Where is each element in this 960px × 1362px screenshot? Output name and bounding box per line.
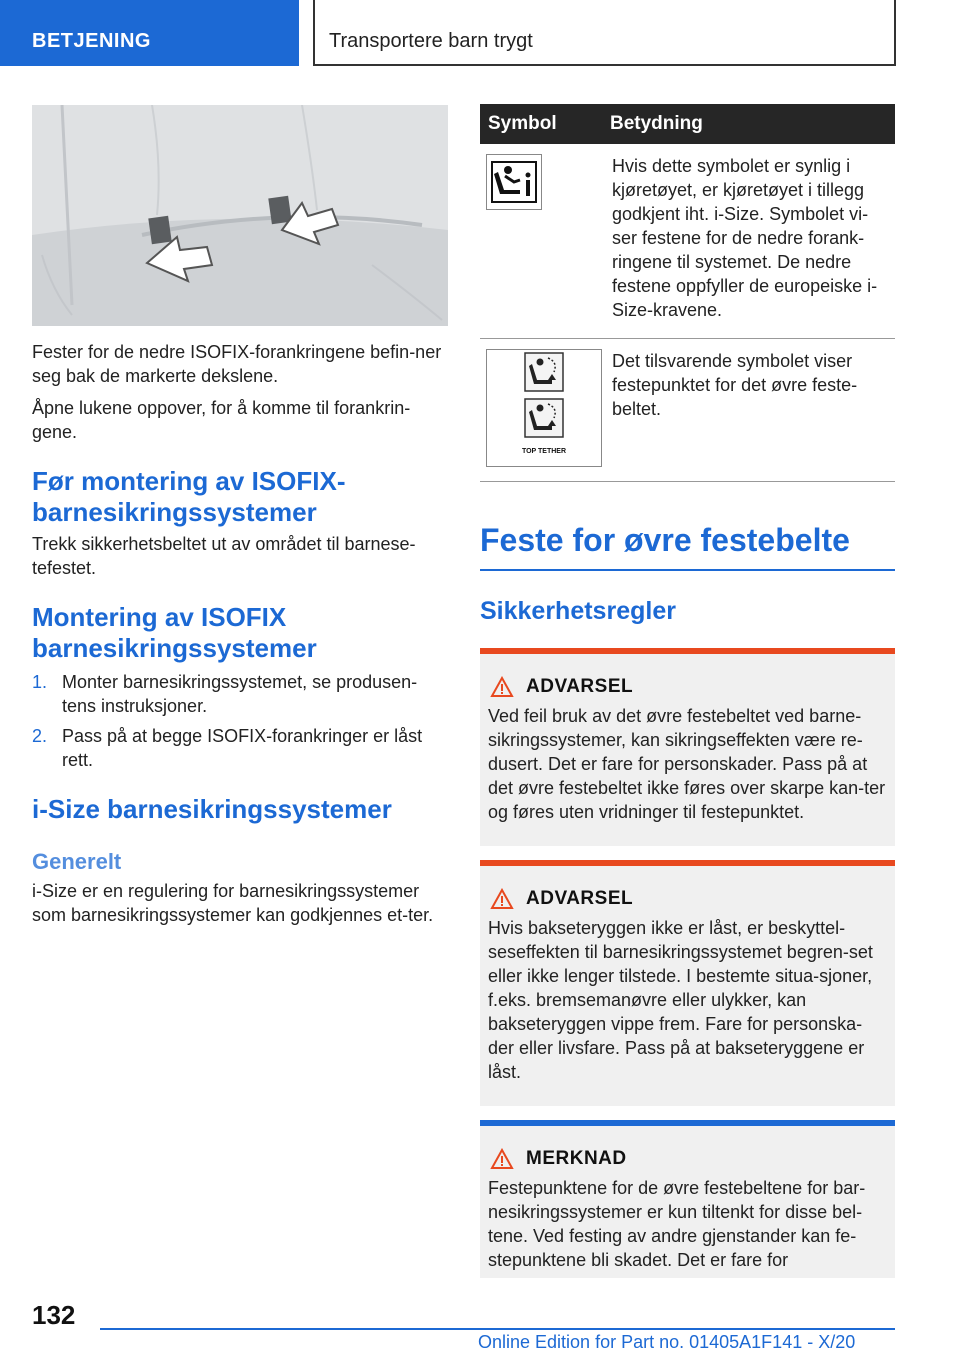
symbol-cell [480, 144, 602, 339]
step-number: 1. [32, 672, 48, 692]
meaning-cell: Hvis dette symbolet er synlig i kjøretøyet, er kjøretøyet i tillegg godkjent iht. i-Size. Symbolet vi-ser festene for de nedre forank-ringene til systemet. De nedre festene oppfyller de europeiske i-Size-kravene. [602, 144, 895, 339]
table-row [480, 144, 895, 339]
symbol-cell [480, 339, 602, 482]
note-triangle-icon [490, 1148, 514, 1170]
heading-isize: i-Size barnesikringssystemer [32, 794, 392, 824]
note-title: MERKNAD [526, 1148, 627, 1169]
note-box [480, 1120, 895, 1278]
caption-text-2: Åpne lukene oppover, for å komme til forankrin-gene. [32, 398, 411, 442]
heading-top-tether: Feste for øvre festebelte [480, 522, 895, 571]
general-text: i-Size er en regulering for barnesikringssystemer som barnesikringssystemer kan godkjennes et-ter. [32, 881, 434, 925]
heading-before-mounting: Før montering av ISOFIX-barnesikringssystemer [32, 466, 346, 527]
page-number: 132 [32, 1300, 76, 1330]
heading-mounting: Montering av ISOFIX barnesikringssystemer [32, 602, 317, 663]
table-header-row [480, 104, 895, 144]
step-number: 2. [32, 726, 48, 746]
col-symbol: Symbol [480, 104, 602, 144]
right-column [480, 104, 895, 1278]
footer-edition: Online Edition for Part no. 01405A1F141 - X/20 [478, 1332, 856, 1352]
isofix-seat-photo [32, 105, 448, 326]
heading-general: Generelt [32, 849, 122, 874]
footer-divider [100, 1328, 895, 1330]
warning-triangle-icon [490, 888, 514, 910]
heading-safety-rules: Sikkerhetsregler [480, 597, 676, 625]
mounting-steps [32, 670, 448, 772]
left-column [32, 105, 448, 927]
warning-text: Ved feil bruk av det øvre festebeltet ved barne-sikringssystemer, kan sikringseffekten være re-dusert. Det er fare for personskader. Pass på at det øvre festebeltet ikke føres over skarpe kan-ter og føres uten vridninger til festepunktet. [488, 706, 886, 822]
caption-text-1: Fester for de nedre ISOFIX-forankringene befin-ner seg bak de markerte dekslene. [32, 342, 442, 386]
note-text: Festepunktene for de øvre festebeltene for bar-nesikringssystemer er kun tiltenkt for disse bel-tene. Ved festing av andre gjenstander kan fe-stepunktene bli skadet. Det er fare for [488, 1178, 866, 1270]
warning-box-1 [480, 648, 895, 846]
page-header [0, 0, 960, 66]
warning-title: ADVARSEL [526, 676, 634, 697]
top-tether-icon-a [524, 352, 564, 392]
warning-triangle-icon [490, 676, 514, 698]
meaning-cell: Det tilsvarende symbolet viser festepunktet for det øvre feste-beltet. [602, 339, 895, 482]
top-tether-symbol-icon [486, 349, 602, 467]
list-item [32, 670, 448, 718]
before-mounting-text: Trekk sikkerhetsbeltet ut av området til barnese-tefestet. [32, 534, 416, 578]
step-text: Monter barnesikringssystemet, se produsen-tens instruksjoner. [62, 672, 418, 716]
warning-title: ADVARSEL [526, 888, 634, 909]
warning-box-2 [480, 860, 895, 1106]
col-meaning: Betydning [602, 104, 895, 144]
photo-caption [32, 340, 448, 444]
chapter-title: Transportere barn trygt [313, 0, 896, 66]
warning-text: Hvis bakseteryggen ikke er låst, er beskyttel-seseffekten til barnesikringssystemet begren-set eller ikke lenger tilstede. I bestemte situa-sjoner, f.eks. bremsemanøvre eller ulykker, kan bakseteryggen vippe frem. Fare for personska-der eller livsfare. Pass på at bakseteryggene er låst. [488, 918, 873, 1082]
table-row [480, 339, 895, 482]
seat-illustration [32, 105, 448, 326]
top-tether-icon-b [524, 398, 564, 438]
symbol-table [480, 104, 895, 482]
list-item [32, 724, 448, 772]
step-text: Pass på at begge ISOFIX-forankringer er låst rett. [62, 726, 423, 770]
isize-symbol-icon [486, 154, 542, 210]
section-tab: BETJENING [0, 0, 299, 66]
top-tether-label: TOP TETHER [521, 448, 567, 455]
